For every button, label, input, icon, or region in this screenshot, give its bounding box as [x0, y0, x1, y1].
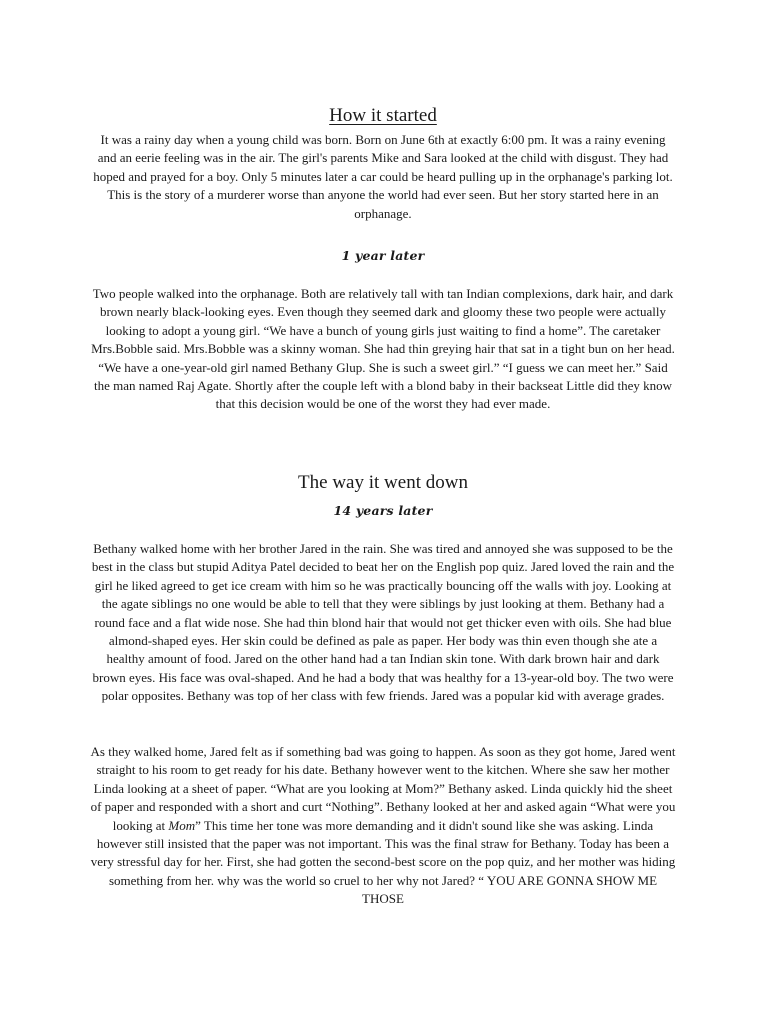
section-title-the-way-it-went-down: The way it went down [298, 472, 468, 493]
paragraph-intro: It was a rainy day when a young child was born. Born on June 6th at exactly 6:00 pm. It was a rainy evening and an eerie feeling was in the air. The girl's parents Mike and Sara looked at the child with disgust. They had hoped and prayed for a boy. Only 5 minutes later a car could be heard pulling up in the orphanage's parking lot. This is the story of a murderer worse than anyone the world had ever seen. But her story started here in an orphanage. [93, 132, 673, 221]
paragraph-kitchen-part-1: As they walked home, Jared felt as if something bad was going to happen. As soon as they got home, Jared went straight to his room to get ready for his date. Bethany however went to the kitchen. Where she saw her mother Linda looking at a sheet of paper. “What are you looking at Mom?” Bethany asked. Linda quickly hid the sheet of paper and responded with a short and curt “Nothing”. Bethany looked at her and asked again “What were you looking at [90, 744, 676, 833]
subtitle-14-years-later: 14 years later [333, 503, 433, 518]
subtitle-1-year-later: 1 year later [341, 248, 425, 263]
paragraph-siblings: Bethany walked home with her brother Jared in the rain. She was tired and annoyed she was supposed to be the best in the class but stupid Aditya Patel decided to beat her on the English pop quiz. Jared loved the rain and the girl he liked agreed to get ice cream with him so he was practically bouncing off the walls with joy. Looking at the agate siblings no one would be able to tell that they were siblings by just looking at them. Bethany had a round face and a flat wide nose. She had thin blond hair that would not get thicker even with oils. She had blue almond-shaped eyes. Her skin could be defined as pale as paper. Her body was thin even though she ate a healthy amount of food. Jared on the other hand had a tan Indian skin tone. With dark brown hair and dark brown eyes. His face was oval-shaped. And he had a body that was healthy for a 13-year-old boy. The two were polar opposites. Bethany was top of her class with few friends. Jared was a popular kid with average grades. [91, 541, 675, 704]
paragraph-kitchen-part-2: ” This time her tone was more demanding and it didn't sound like she was asking. Linda however still insisted that the paper was not important. This was the final straw for Bethany. Today has been a very stressful day for her. First, she had gotten the second-best score on the pop quiz, and her mother was hiding something from her. why was the world so cruel to her why not Jared? “ YOU ARE GONNA SHOW ME THOSE [90, 817, 676, 907]
section-title-how-it-started: How it started [329, 105, 437, 126]
paragraph-kitchen-italic-word: Mom [168, 817, 196, 833]
paragraph-kitchen [90, 743, 676, 909]
paragraph-orphanage: Two people walked into the orphanage. Both are relatively tall with tan Indian complexions, dark hair, and dark brown nearly black-looking eyes. Even though they seemed dark and gloomy these two people were actually looking to adopt a young girl. “We have a bunch of young girls just waiting to find a home”. The caretaker Mrs.Bobble said. Mrs.Bobble was a skinny woman. She had thin greying hair that sat in a tight bun on her head. “We have a one-year-old girl named Bethany Glup. She is such a sweet girl.” “I guess we can meet her.” Said the man named Raj Agate. Shortly after the couple left with a blond baby in their backseat Little did they know that this decision would be one of the worst they had ever made. [91, 286, 675, 412]
